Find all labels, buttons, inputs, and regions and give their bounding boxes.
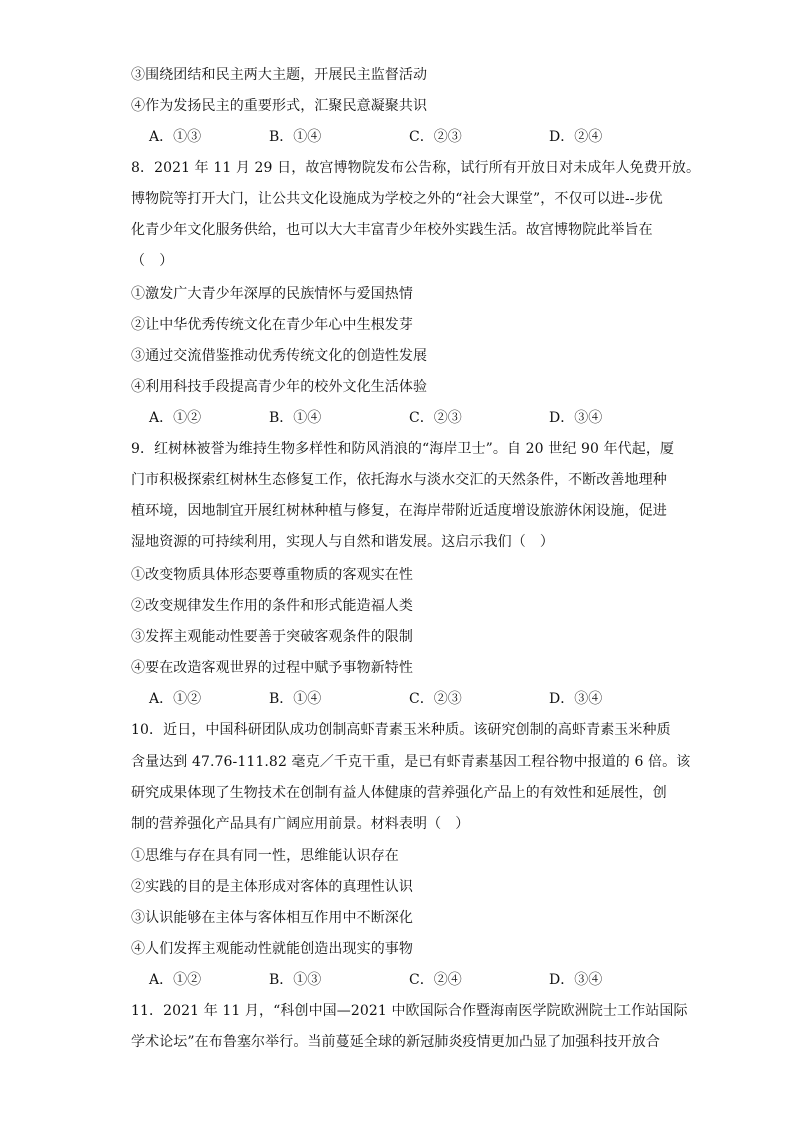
q10-stem-line-2: 含量达到 47.76-111.82 毫克／千克干重，是已有虾青素基因工程谷物中报道的 6 倍。该: [131, 754, 691, 770]
q9-choice-d: D．③④: [549, 691, 603, 707]
q11-stem-line-2: 学术论坛”在布鲁塞尔举行。当前蔓延全球的新冠肺炎疫情更加凸显了加强科技开放合: [131, 1034, 660, 1050]
q8-choice-d: D．③④: [549, 410, 603, 426]
q7-option-4: ④作为发扬民主的重要形式，汇聚民意凝聚共识: [131, 98, 428, 114]
q9-stem-line-2: 门市积极探索红树林生态修复工作，依托海水与淡水交汇的天然条件，不断改善地理种: [131, 472, 667, 488]
q7-choices: [149, 127, 669, 147]
q7-choice-b: B．①④: [269, 129, 322, 145]
q9-stem-line-3: 植环境，因地制宜开展红树林种植与修复，在海岸带附近适度增设旅游休闲设施，促进: [131, 503, 667, 519]
q10-option-4: ④人们发挥主观能动性就能创造出现实的事物: [131, 941, 413, 957]
q8-choice-b: B．①④: [269, 410, 322, 426]
q10-option-1: ①思维与存在具有同一性，思维能认识存在: [131, 848, 399, 864]
q10-stem-line-1: 10．近日，中国科研团队成功创制高虾青素玉米种质。该研究创制的高虾青素玉米种质: [131, 722, 671, 738]
q9-stem-line-1: 9．红树林被誉为维持生物多样性和防风消浪的“海岸卫士”。自 20 世纪 90 年代起，厦: [131, 441, 675, 457]
q8-stem-line-4: （ ）: [131, 253, 174, 269]
q9-choice-c: C．②③: [409, 691, 462, 707]
q10-choice-c: C．②④: [409, 972, 462, 988]
q10-option-3: ③认识能够在主体与客体相互作用中不断深化: [131, 910, 413, 926]
q8-option-4: ④利用科技手段提高青少年的校外文化生活体验: [131, 379, 428, 395]
q10-choice-a: A．①②: [149, 972, 202, 988]
q8-option-3: ③通过交流借鉴推动优秀传统文化的创造性发展: [131, 348, 428, 364]
q9-option-4: ④要在改造客观世界的过程中赋予事物新特性: [131, 660, 413, 676]
q9-choices: [149, 689, 669, 709]
q9-option-3: ③发挥主观能动性要善于突破客观条件的限制: [131, 629, 413, 645]
q9-choice-b: B．①④: [269, 691, 322, 707]
q10-choice-b: B．①③: [269, 972, 322, 988]
q7-option-3: ③围绕团结和民主两大主题，开展民主监督活动: [131, 67, 428, 83]
q10-choice-d: D．③④: [549, 972, 603, 988]
q10-choices: [149, 970, 669, 990]
q9-option-2: ②改变规律发生作用的条件和形式能造福人类: [131, 598, 413, 614]
q8-option-1: ①激发广大青少年深厚的民族情怀与爱国热情: [131, 286, 413, 302]
q10-option-2: ②实践的目的是主体形成对客体的真理性认识: [131, 879, 413, 895]
q8-stem-line-1: 8．2021 年 11 月 29 日，故宫博物院发布公告称，试行所有开放日对未成年人免费开放。: [131, 160, 701, 176]
q7-choice-d: D．②④: [549, 129, 603, 145]
q10-stem-line-4: 制的营养强化产品具有广阔应用前景。材料表明（ ）: [131, 816, 470, 832]
q9-stem-line-4: 湿地资源的可持续利用，实现人与自然和谐发展。这启示我们（ ）: [131, 534, 554, 550]
q7-choice-c: C．②③: [409, 129, 462, 145]
q9-option-1: ①改变物质具体形态要尊重物质的客观实在性: [131, 567, 413, 583]
q8-choice-c: C．②③: [409, 410, 462, 426]
q10-stem-line-3: 研究成果体现了生物技术在创制有益人体健康的营养强化产品上的有效性和延展性，创: [131, 785, 667, 801]
q8-choices: [149, 408, 669, 428]
q7-choice-a: A．①③: [149, 129, 202, 145]
q8-choice-a: A．①②: [149, 410, 202, 426]
q9-choice-a: A．①②: [149, 691, 202, 707]
q11-stem-line-1: 11．2021 年 11 月，“科创中国—2021 中欧国际合作暨海南医学院欧洲院士工作站国际: [131, 1003, 688, 1019]
q8-stem-line-3: 化青少年文化服务供给，也可以大大丰富青少年校外实践生活。故宫博物院此举旨在: [131, 222, 653, 238]
q8-stem-line-2: 博物院等打开大门，让公共文化设施成为学校之外的“社会大课堂”，不仅可以进--步优: [131, 191, 663, 207]
q8-option-2: ②让中华优秀传统文化在青少年心中生根发芽: [131, 317, 413, 333]
